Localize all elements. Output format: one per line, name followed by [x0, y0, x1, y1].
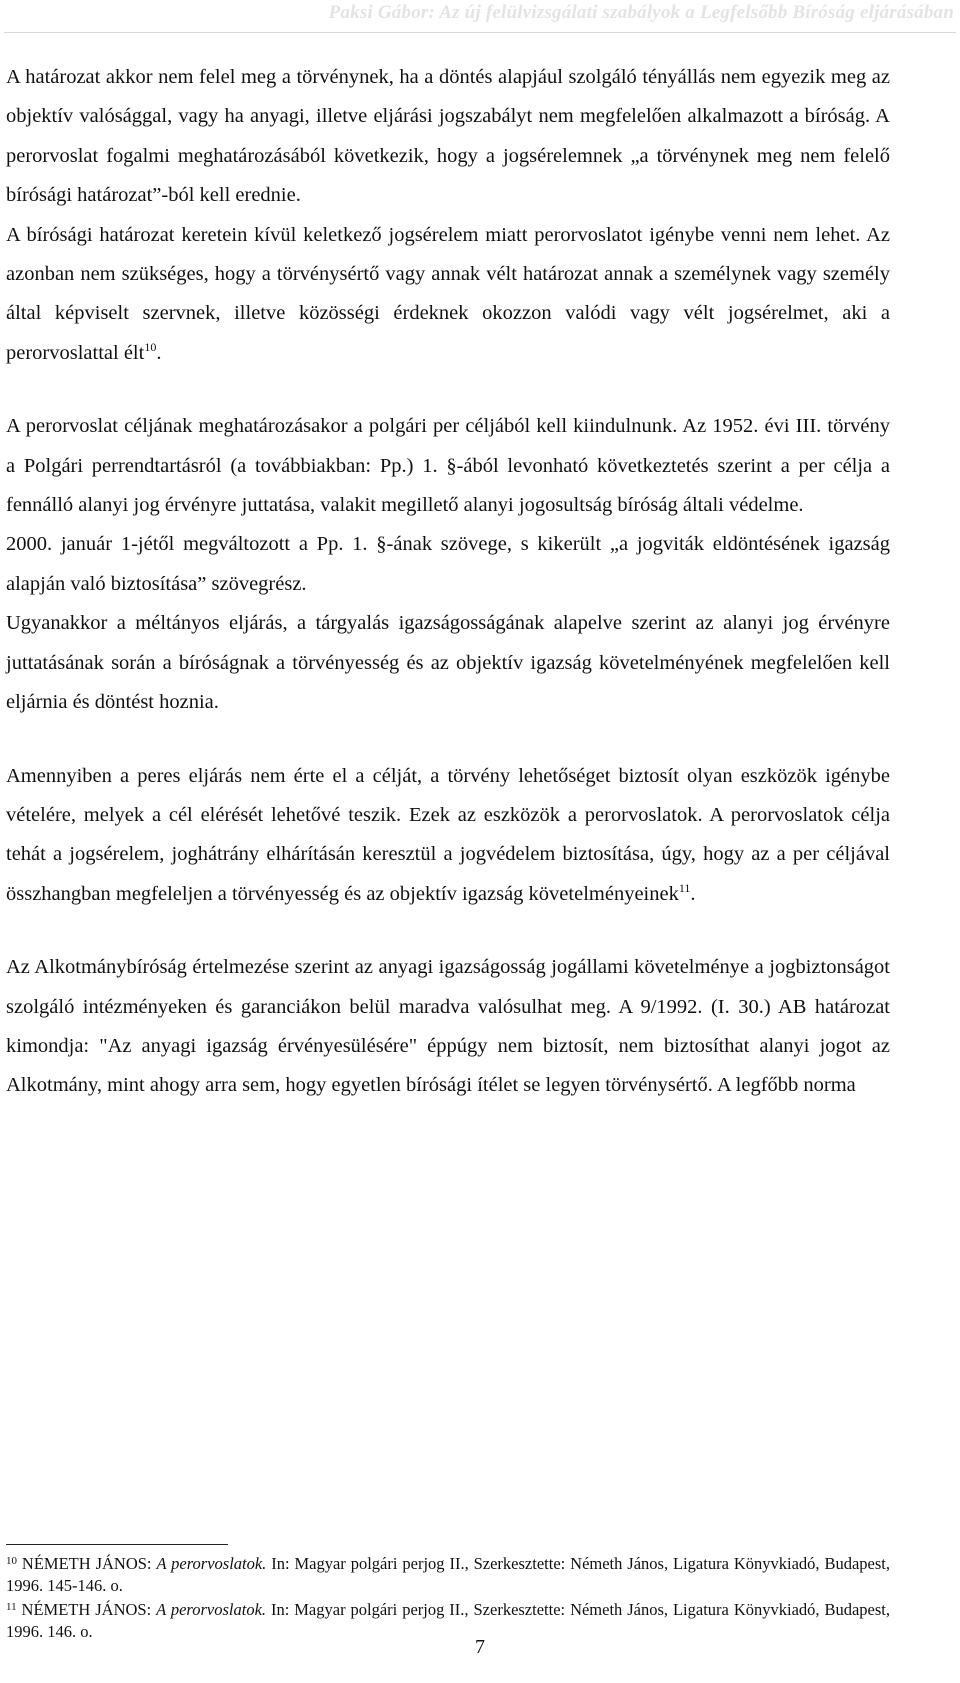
paragraph-4: 2000. január 1-jétől megváltozott a Pp. 1. §-ának szövege, s kikerült „a jogviták eldöntésének igazság alapján való biztosítása” szövegrész. [6, 533, 890, 595]
footnote-title: A perorvoslatok. [156, 1554, 267, 1573]
footnote-number: 10 [6, 1555, 17, 1567]
footnote-rule [6, 1544, 228, 1545]
footnote-author: NÉMETH JÁNOS: [21, 1554, 157, 1573]
paragraph-2-end: . [156, 341, 162, 364]
footnote-10 [6, 1553, 890, 1597]
paragraph-2 [6, 216, 890, 374]
paragraph-7: Az Alkotmánybíróság értelmezése szerint az anyagi igazságosság jogállami követelménye a jogbiztonságot szolgáló intézményeken és garanciákon belül maradva valósulhat meg. A 9/1992. (I. 30.) AB határozat kimondja: "Az anyagi igazság érvényesülésére" éppúgy nem biztosít, nem biztosíthat alanyi jogot az Alkotmány, mint ahogy arra sem, hogy egyetlen bírósági ítélet se legyen törvénysértő. A legfőbb norma [6, 956, 890, 1097]
footnote-citation: In: Magyar polgári perjog II., Szerkesztette: Németh János, Ligatura Könyvkiadó, Budapest, 1996. 145-146. o. [6, 1554, 890, 1595]
header-rule [4, 32, 956, 33]
running-header: Paksi Gábor: Az új felülvizsgálati szabályok a Legfelsőbb Bíróság eljárásában [328, 2, 954, 23]
footnote-number: 11 [6, 1601, 17, 1613]
spacer [6, 914, 890, 948]
spacer [6, 373, 890, 407]
footnote-ref-11[interactable]: 11 [678, 880, 691, 895]
footnote-citation: In: Magyar polgári perjog II., Szerkesztette: Németh János, Ligatura Könyvkiadó, Budapest, 1996. 146. o. [6, 1600, 891, 1641]
footnote-title: A perorvoslatok. [156, 1600, 267, 1619]
paragraph-5: Ugyanakkor a méltányos eljárás, a tárgyalás igazságosságának alapelve szerint az alanyi jog érvényre juttatásának során a bíróságnak a törvényesség és az objektív igazság követelményének megfelelően kell eljárnia és döntést hoznia. [6, 612, 890, 714]
footnote-author: NÉMETH JÁNOS: [21, 1600, 157, 1619]
paragraph-3: A perorvoslat céljának meghatározásakor a polgári per céljából kell kiindulnunk. Az 1952. évi III. törvény a Polgári perrendtartásról (a továbbiakban: Pp.) 1. §-ából levonható következtetés szerint a per célja a fennálló alanyi jog érvényre juttatása, valakit megillető alanyi jogosultság bíróság általi védelme. [6, 415, 890, 517]
page-number: 7 [475, 1636, 485, 1658]
paragraph-1: A határozat akkor nem felel meg a törvénynek, ha a döntés alapjául szolgáló tényállás nem egyezik meg az objektív valósággal, vagy ha anyagi, illetve eljárási jogszabályt nem megfelelően alkalmazott a bíróság. A perorvoslat fogalmi meghatározásából következik, hogy a jogsérelemnek „a törvénynek meg nem felelő bírósági határozat”-ból kell erednie. [6, 66, 890, 207]
paragraph-2-text: A bírósági határozat keretein kívül keletkező jogsérelem miatt perorvoslatot igénybe venni nem lehet. Az azonban nem szükséges, hogy a törvénysértő vagy annak vélt határozat annak a személynek vagy személy által képviselt szervnek, illetve közösségi érdeknek okozzon valódi vagy vélt jogsérelmet, aki a perorvoslattal élt [6, 223, 890, 364]
footnotes [6, 1553, 890, 1645]
paragraph-6-end: . [690, 882, 696, 905]
body-text [6, 58, 890, 1106]
footnote-ref-10[interactable]: 10 [144, 339, 157, 354]
paragraph-6-text: Amennyiben a peres eljárás nem érte el a célját, a törvény lehetőséget biztosít olyan eszközök igénybe vételére, melyek a cél elérését lehetővé teszik. Ezek az eszközök a perorvoslatok. A perorvoslatok célja tehát a jogsérelem, joghátrány elhárításán keresztül a jogvédelem biztosítása, úgy, hogy az a per céljával összhangban megfeleljen a törvényesség és az objektív igazság követelményeinek [6, 764, 890, 905]
paragraph-6 [6, 757, 890, 915]
spacer [6, 723, 890, 757]
